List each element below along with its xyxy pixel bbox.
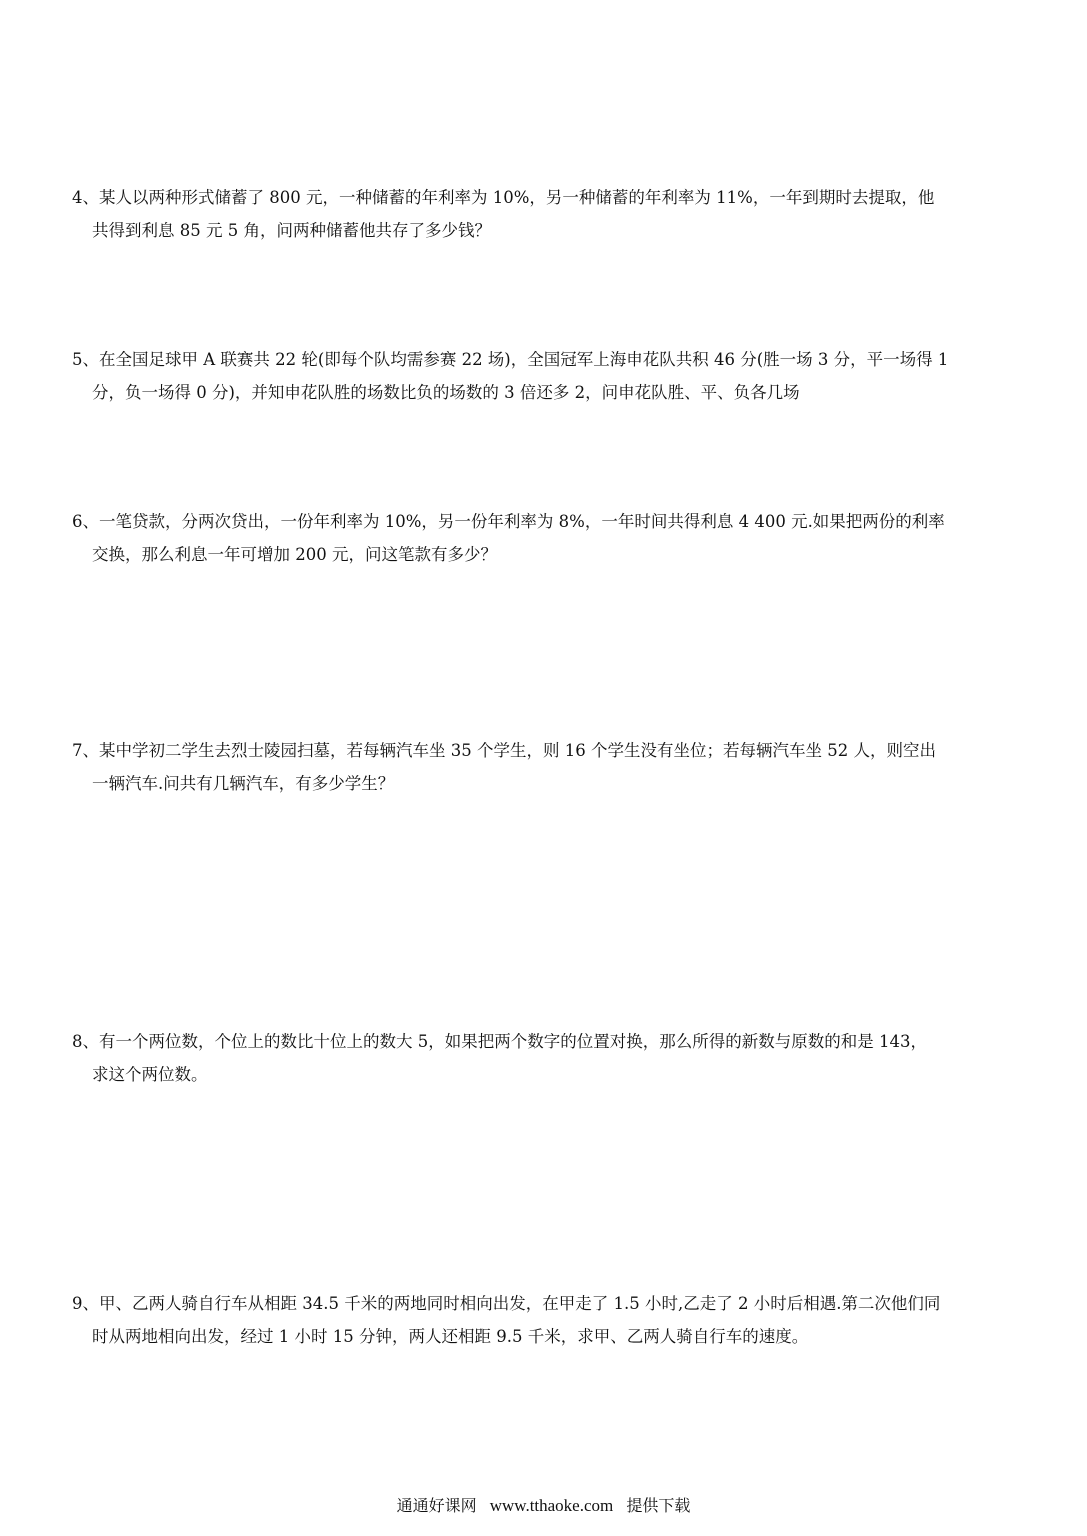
problem-8 <box>72 1025 1032 1091</box>
problem-9-line-1: 9、甲、乙两人骑自行车从相距 34.5 千米的两地同时相向出发，在甲走了 1.5 小时,乙走了 2 小时后相遇.第二次他们同 <box>72 1294 941 1313</box>
footer-site-url[interactable]: www.tthaoke.com <box>489 1496 614 1515</box>
page-footer <box>0 1494 1087 1518</box>
problem-4 <box>72 181 1032 247</box>
problem-5 <box>72 343 1032 409</box>
problem-5-line-1: 5、在全国足球甲 A 联赛共 22 轮(即每个队均需参赛 22 场)，全国冠军上海申花队共积 46 分(胜一场 3 分，平一场得 1 <box>72 350 949 369</box>
problem-9 <box>72 1287 1032 1353</box>
problem-8-line-1: 8、有一个两位数，个位上的数比十位上的数大 5，如果把两个数字的位置对换，那么所得的新数与原数的和是 143， <box>72 1032 927 1051</box>
problem-6 <box>72 505 1032 571</box>
problem-9-line-2: 时从两地相向出发，经过 1 小时 15 分钟，两人还相距 9.5 千米，求甲、乙两人骑自行车的速度。 <box>92 1327 809 1346</box>
footer-suffix: 提供下载 <box>626 1496 691 1515</box>
problem-5-line-2: 分，负一场得 0 分)，并知申花队胜的场数比负的场数的 3 倍还多 2，问申花队胜、平、负各几场 <box>92 383 800 402</box>
problem-4-line-1: 4、某人以两种形式储蓄了 800 元，一种储蓄的年利率为 10%，另一种储蓄的年利率为 11%，一年到期时去提取，他 <box>72 188 935 207</box>
problem-7-line-2: 一辆汽车.问共有几辆汽车，有多少学生？ <box>92 774 395 793</box>
problem-7-line-1: 7、某中学初二学生去烈士陵园扫墓，若每辆汽车坐 35 个学生，则 16 个学生没有坐位；若每辆汽车坐 52 人，则空出 <box>72 741 936 760</box>
problem-4-line-2: 共得到利息 85 元 5 角，问两种储蓄他共存了多少钱？ <box>92 221 491 240</box>
problem-6-line-1: 6、一笔贷款，分两次贷出，一份年利率为 10%，另一份年利率为 8%，一年时间共得利息 4 400 元.如果把两份的利率 <box>72 512 945 531</box>
footer-site-name: 通通好课网 <box>396 1496 477 1515</box>
problem-6-line-2: 交换，那么利息一年可增加 200 元，问这笔款有多少？ <box>92 545 497 564</box>
problem-8-line-2: 求这个两位数。 <box>92 1065 208 1084</box>
problem-7 <box>72 734 1032 800</box>
